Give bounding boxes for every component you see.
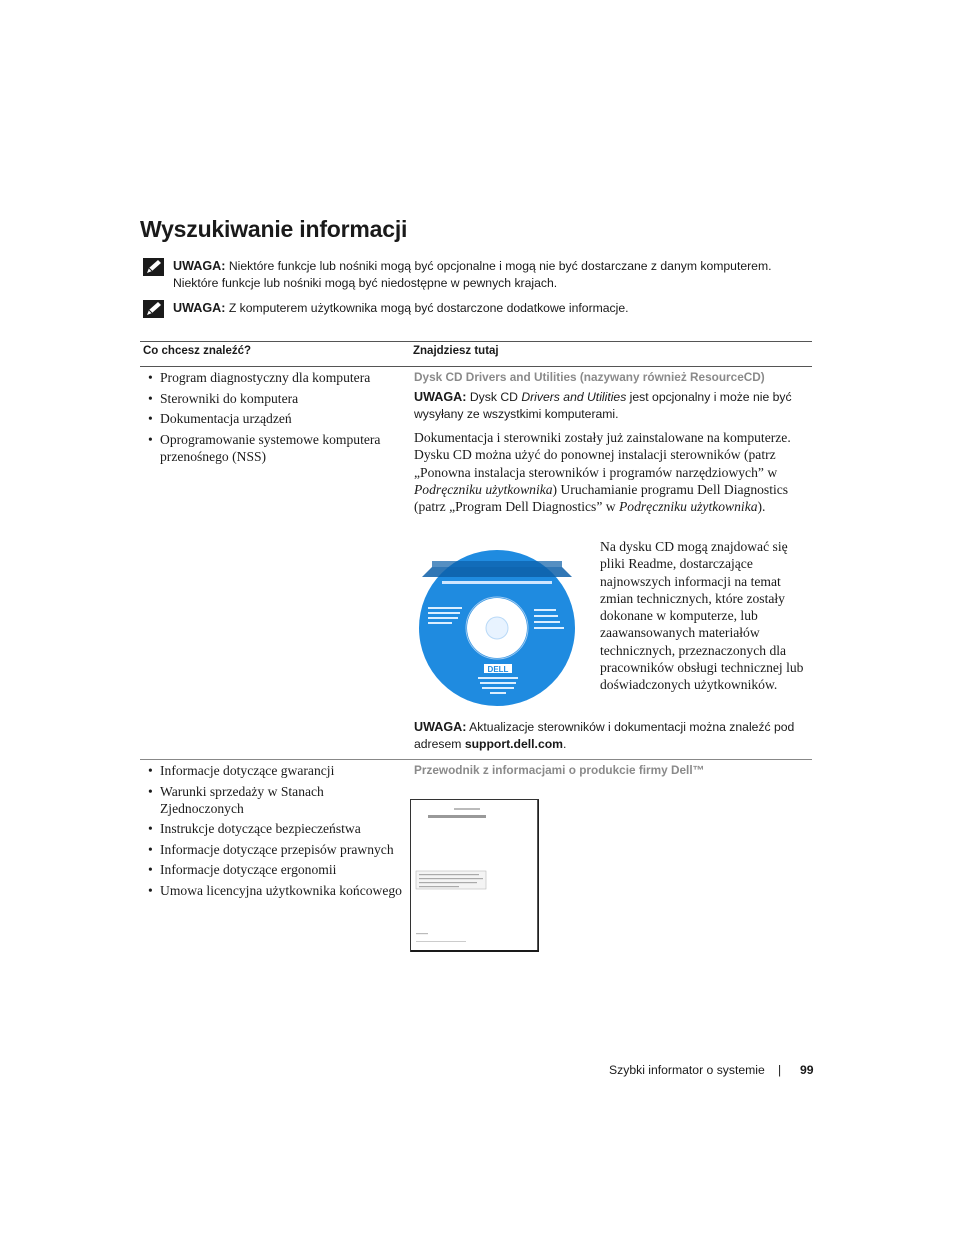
update-note (414, 719, 809, 753)
list-item: • Sterowniki do komputera (146, 390, 410, 407)
cd-image (414, 547, 586, 707)
note-italic: Drivers and Utilities (521, 390, 627, 404)
row2-list (146, 762, 410, 902)
note-text: Aktualizacje sterowników i dokumentacji można znaleźć pod adresem (414, 720, 795, 751)
row1-list (146, 369, 410, 468)
pen-icon (143, 258, 164, 276)
list-item: • Instrukcje dotyczące bezpieczeństwa (146, 820, 410, 837)
cd-readme-text: Na dysku CD mogą znajdować się pliki Readme, dostarczające najnowszych informacji na temat zmian technicznych, które zostały dokonane w komputerze, lub zaawansowanych materiałów technicznych, przeznaczonych dla pracowników obsługi technicznej lub doświadczonych użytkowników. (600, 539, 804, 693)
list-item: • Informacje dotyczące ergonomii (146, 861, 410, 878)
note-label: UWAGA: (173, 259, 226, 273)
note-text: jest opcjonalny i może nie być wysyłany ze wszystkimi komputerami. (414, 390, 792, 421)
cd-optional-note (414, 389, 794, 423)
table-header-what: Co chcesz znaleźć? (143, 345, 252, 357)
para-text: Dokumentacja i sterowniki zostały już zainstalowane na komputerze. Dysku CD można użyć do ponownej instalacji sterowników (patrz „Ponowna instalacja sterowników i programów narzędziowych” w (414, 430, 791, 480)
note-2 (143, 300, 813, 317)
note-label: UWAGA: (414, 390, 467, 404)
svg-text:DELL: DELL (487, 665, 509, 674)
list-item: • Warunki sprzedaży w Stanach Zjednoczonych (146, 783, 360, 817)
table-header-rule (140, 366, 812, 367)
list-item: • Oprogramowanie systemowe komputera przenośnego (NSS) (146, 431, 400, 465)
page-title: Wyszukiwanie informacji (140, 216, 408, 242)
list-item: • Umowa licencyjna użytkownika końcowego (146, 882, 410, 899)
footer-separator: | (778, 1063, 782, 1077)
table-top-rule (140, 341, 812, 342)
page-number: 99 (800, 1063, 814, 1077)
para-italic: Podręczniku użytkownika (414, 481, 553, 497)
product-guide-image (410, 799, 540, 953)
note-1 (143, 258, 813, 292)
cd-description (414, 429, 804, 515)
list-item: • Informacje dotyczące gwarancji (146, 762, 410, 779)
footer-label: Szybki informator o systemie (609, 1063, 765, 1077)
note-text: Niektóre funkcje lub nośniki mogą być opcjonalne i mogą nie być dostarczane z danym komputerem. Niektóre funkcje lub nośniki mogą być niedostępne w pewnych krajach. (173, 259, 772, 290)
table-header-where: Znajdziesz tutaj (413, 345, 499, 357)
row-divider (140, 759, 812, 760)
list-item: • Program diagnostyczny dla komputera (146, 369, 410, 386)
support-link[interactable]: support.dell.com (464, 737, 563, 751)
para-text: ) Uruchamianie programu Dell Diagnostics (patrz „Program Dell Diagnostics” w (414, 481, 789, 515)
para-text: ). (757, 499, 766, 515)
pen-icon (143, 300, 164, 318)
note-label: UWAGA: (173, 301, 226, 315)
note-text: Z komputerem użytkownika mogą być dostarczone dodatkowe informacje. (225, 301, 629, 315)
note-label: UWAGA: (414, 720, 467, 734)
section-title-guide: Przewodnik z informacjami o produkcie firmy Dell™ (414, 763, 705, 777)
para-italic: Podręczniku użytkownika (618, 499, 758, 515)
section-title-cd: Dysk CD Drivers and Utilities (nazywany również ResourceCD) (414, 370, 765, 384)
note-text: Dysk CD (466, 390, 522, 404)
note-text: . (563, 737, 567, 751)
list-item: • Dokumentacja urządzeń (146, 410, 410, 427)
list-item: • Informacje dotyczące przepisów prawnych (146, 841, 410, 858)
